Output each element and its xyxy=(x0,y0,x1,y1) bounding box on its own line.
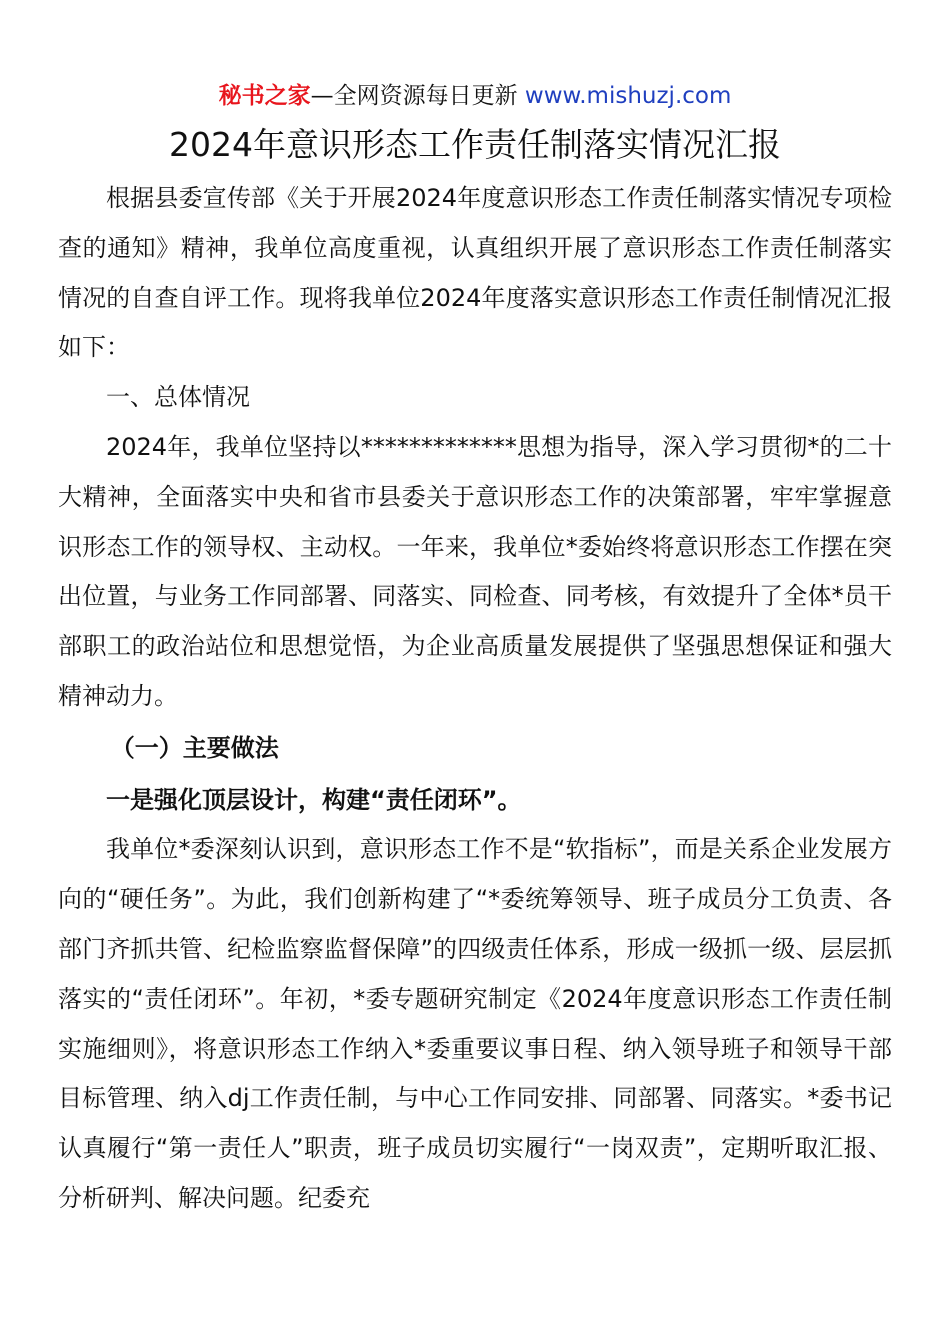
watermark-header xyxy=(0,80,950,112)
overview-paragraph: 2024年，我单位坚持以*************思想为指导，深入学习贯彻*的二十大精神，全面落实中央和省市县委关于意识形态工作的决策部署，牢牢掌握意识形态工作的领导权、主动权。一年来，我单位*委始终将意识形态工作摆在突出位置，与业务工作同部署、同落实、同检查、同考核，有效提升了全体*员干部职工的政治站位和思想觉悟，为企业高质量发展提供了坚强思想保证和强大精神动力。 xyxy=(58,432,892,710)
site-url: www.mishuzj.com xyxy=(524,83,732,109)
point-paragraph-1: 我单位*委深刻认识到，意识形态工作不是“软指标”，而是关系企业发展方向的“硬任务”。为此，我们创新构建了“*委统筹领导、班子成员分工负责、各部门齐抓共管、纪检监察监督保障”的四级责任体系，形成一级抓一级、层层抓落实的“责任闭环”。年初，*委专题研究制定《2024年度意识形态工作责任制实施细则》，将意识形态工作纳入*委重要议事日程、纳入领导班子和领导干部目标管理、纳入dj工作责任制，与中心工作同安排、同部署、同落实。*委书记认真履行“第一责任人”职责，班子成员切实履行“一岗双责”，定期听取汇报、分析研判、解决问题。纪委充 xyxy=(58,835,892,1212)
brand-name: 秘书之家 xyxy=(218,83,311,109)
document-body xyxy=(58,174,892,1224)
subsection-heading-practices: （一）主要做法 xyxy=(110,733,279,762)
point-heading-1: 一是强化顶层设计，构建“责任闭环”。 xyxy=(106,785,522,814)
header-slogan: —全网资源每日更新 xyxy=(310,83,525,109)
section-heading-overview: 一、总体情况 xyxy=(106,383,250,412)
document-title: 2024年意识形态工作责任制落实情况汇报 xyxy=(169,125,781,164)
intro-paragraph: 根据县委宣传部《关于开展2024年度意识形态工作责任制落实情况专项检查的通知》精神，我单位高度重视，认真组织开展了意识形态工作责任制落实情况的自查自评工作。现将我单位2024年度落实意识形态工作责任制情况汇报如下： xyxy=(58,184,892,362)
